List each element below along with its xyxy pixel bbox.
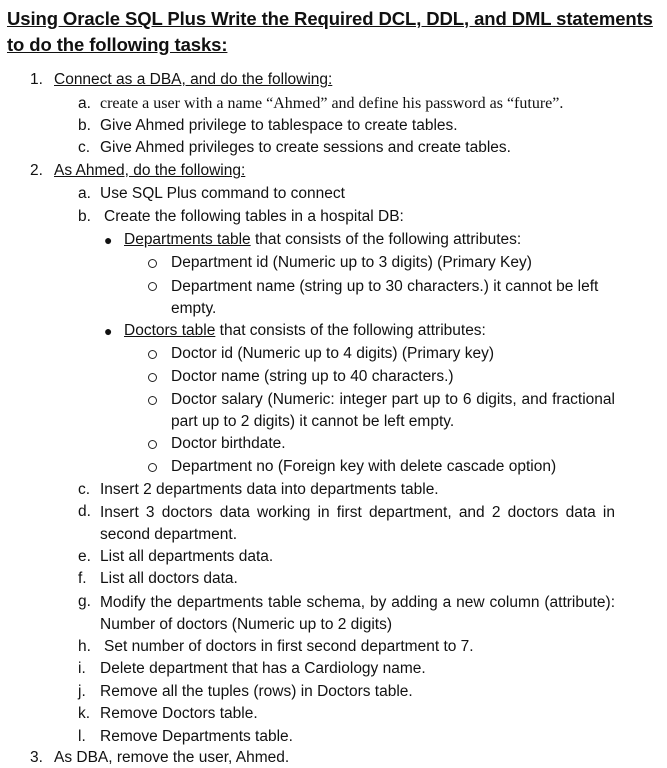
table-suffix: that consists of the following attributes: — [254, 231, 522, 248]
attribute-item: Doctor salary (Numeric: integer part up to 6 digits, and fractional part up to 2 digits) it cannot be left empty. — [171, 391, 615, 430]
subtask-text: List all departments data. — [100, 548, 274, 565]
table-heading — [124, 230, 521, 250]
subtask-letter: k. — [78, 705, 91, 722]
bullet-icon: ● — [104, 232, 113, 248]
circle-bullet-icon — [148, 396, 157, 405]
subtask-text: Delete department that has a Cardiology name. — [100, 660, 426, 677]
attribute-item: Department no (Foreign key with delete cascade option) — [171, 458, 557, 475]
task-label: Connect as a DBA, and do the following: — [54, 71, 333, 88]
circle-bullet-icon — [148, 463, 157, 472]
subtask-letter: b. — [78, 208, 91, 225]
subtask-letter: b. — [78, 117, 91, 134]
subtask-letter: d. — [78, 503, 91, 520]
attribute-item: Department name (string up to 30 characters.) it cannot be left empty. — [171, 278, 599, 317]
circle-bullet-icon — [148, 373, 157, 382]
attribute-item: Doctor name (string up to 40 characters.) — [171, 368, 454, 385]
subtask-text: Modify the departments table schema, by adding a new column (attribute): Number of doctors (Numeric up to 2 digits) — [100, 594, 615, 633]
task-number: 3. — [30, 749, 43, 766]
subtask-text: Insert 2 departments data into departments table. — [100, 481, 439, 498]
subtask-letter: a. — [78, 185, 91, 202]
circle-bullet-icon — [148, 282, 157, 291]
subtask-text: Give Ahmed privilege to tablespace to create tables. — [100, 117, 458, 134]
table-name: Doctors table — [124, 322, 216, 339]
task-number: 1. — [30, 71, 43, 88]
subtask-letter: c. — [78, 481, 91, 498]
task-label: As DBA, remove the user, Ahmed. — [54, 749, 290, 766]
subtask-letter: i. — [78, 660, 86, 677]
subtask-text: Remove Departments table. — [100, 728, 293, 745]
subtask-text: Give Ahmed privileges to create sessions and create tables. — [100, 139, 511, 156]
subtask-letter: j. — [78, 683, 86, 700]
task-label: As Ahmed, do the following: — [54, 162, 246, 179]
task-number: 2. — [30, 162, 43, 179]
subtask-letter: a. — [78, 95, 91, 112]
subtask-text: Remove all the tuples (rows) in Doctors table. — [100, 683, 413, 700]
subtask-text: Set number of doctors in first second department to 7. — [104, 638, 474, 655]
table-name: Departments table — [124, 231, 251, 248]
document-title: Using Oracle SQL Plus Write the Required DCL, DDL, and DML statements to do the following tasks: — [7, 8, 653, 55]
bullet-icon: ● — [104, 323, 113, 339]
circle-bullet-icon — [148, 440, 157, 449]
attribute-item: Department id (Numeric up to 3 digits) (Primary Key) — [171, 254, 532, 271]
circle-bullet-icon — [148, 350, 157, 359]
subtask-letter: e. — [78, 548, 91, 565]
subtask-text: Remove Doctors table. — [100, 705, 258, 722]
subtask-text: create a user with a name “Ahmed” and define his password as “future”. — [100, 95, 564, 112]
attribute-item: Doctor birthdate. — [171, 435, 286, 452]
table-suffix: that consists of the following attributes: — [219, 322, 486, 339]
subtask-letter: f. — [78, 570, 87, 587]
subtask-letter: h. — [78, 638, 91, 655]
subtask-text: Use SQL Plus command to connect — [100, 185, 345, 202]
subtask-text: Create the following tables in a hospital DB: — [104, 208, 404, 225]
circle-bullet-icon — [148, 259, 157, 268]
subtask-text: List all doctors data. — [100, 570, 238, 587]
subtask-letter: g. — [78, 593, 91, 610]
subtask-letter: c. — [78, 139, 91, 156]
table-heading — [124, 321, 486, 341]
subtask-letter: l. — [78, 728, 86, 745]
subtask-text: Insert 3 doctors data working in first department, and 2 doctors data in second department. — [100, 504, 615, 543]
attribute-item: Doctor id (Numeric up to 4 digits) (Primary key) — [171, 345, 494, 362]
